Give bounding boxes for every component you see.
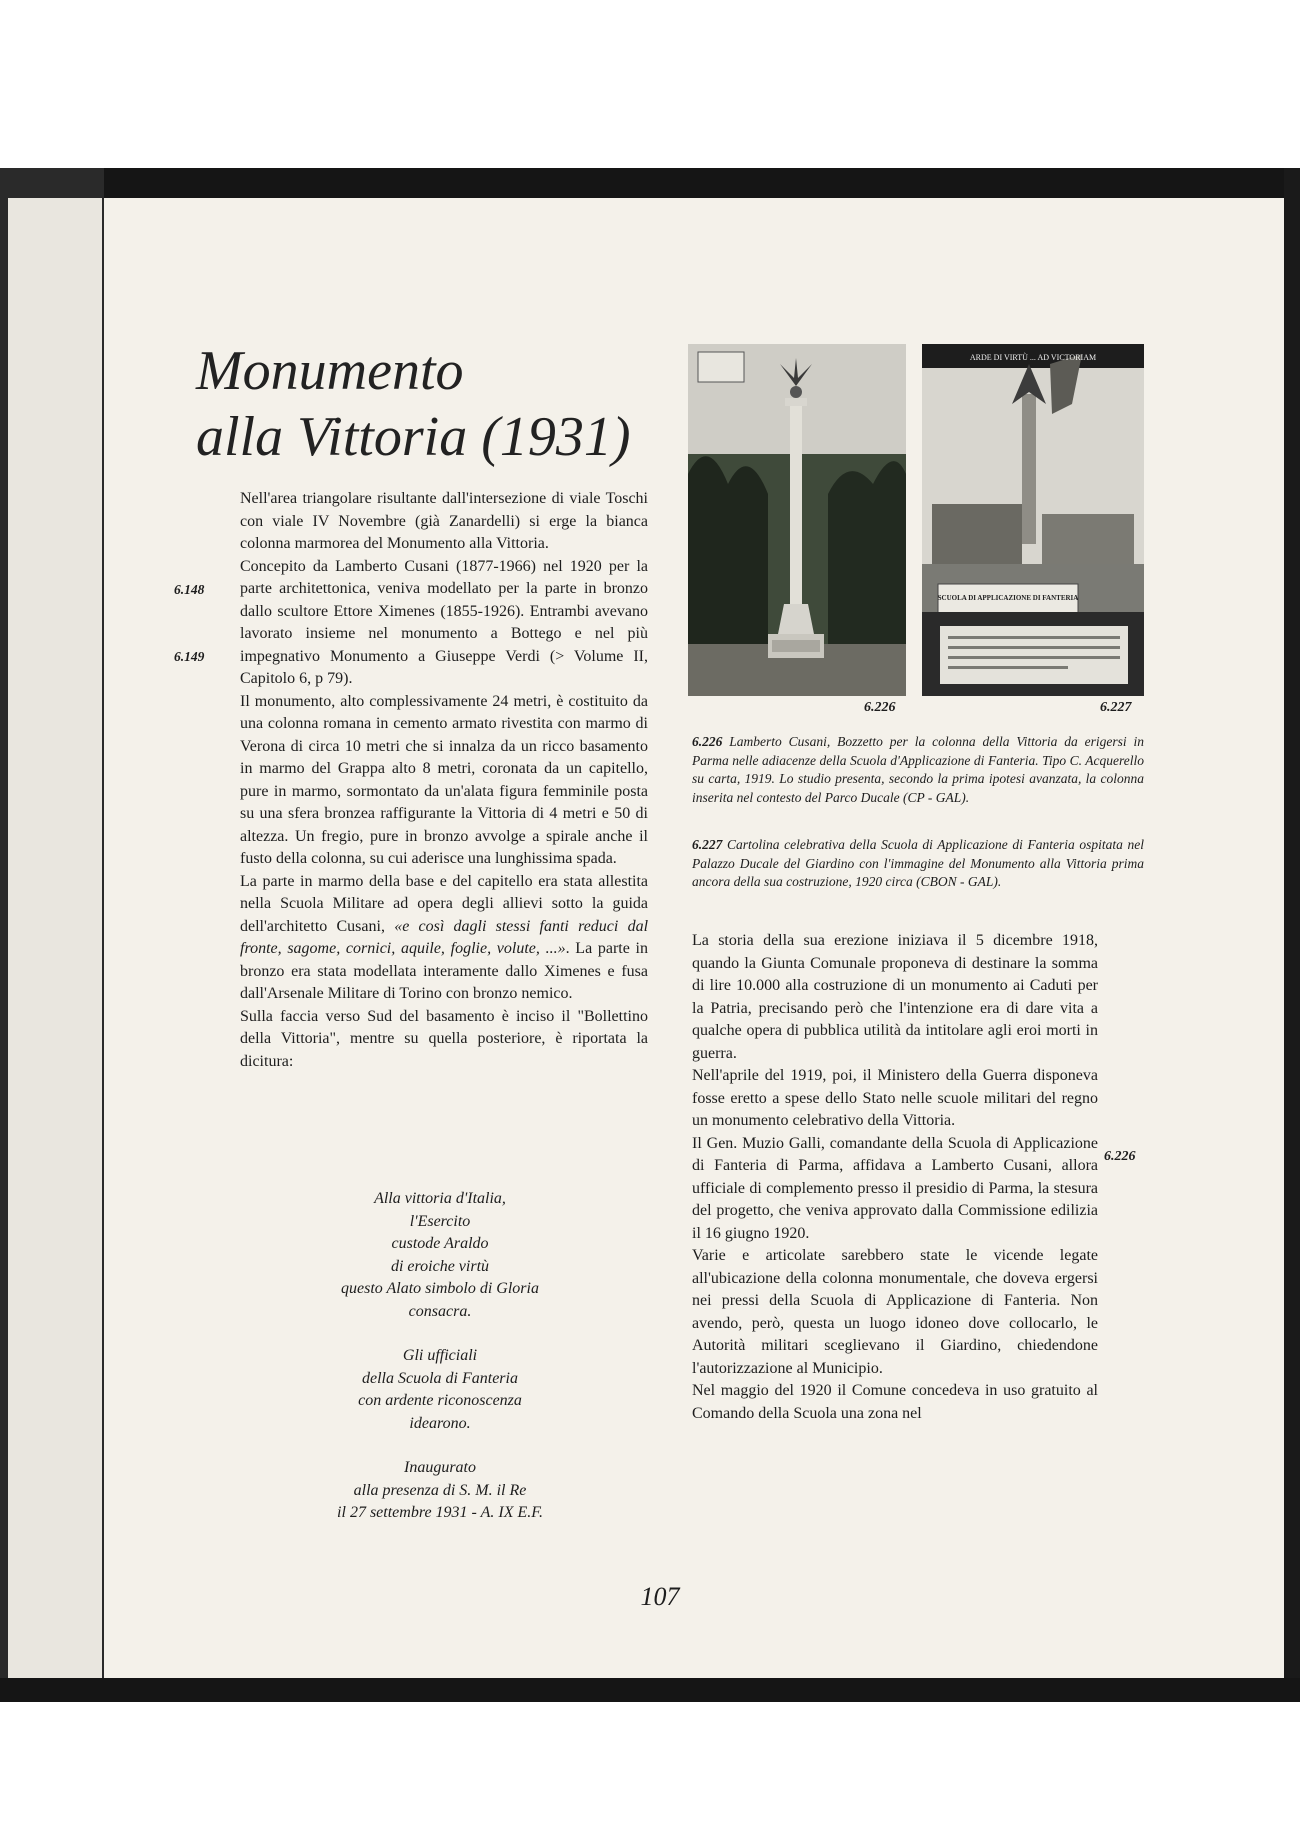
inscription-block [250,1345,630,1435]
paragraph-text: La parte in marmo della base e del capitello era stata allestita nella Scuola Militare ad opera degli allievi sotto la guida dell'architetto Cusani, [240,872,648,935]
inscription-line: custode Araldo [391,1235,489,1252]
margin-figure-ref: 6.149 [174,649,205,664]
paragraph: La storia della sua erezione iniziava il 5 dicembre 1918, quando la Giunta Comunale proponeva di destinare la somma di lire 10.000 alla costruzione di un monumento ai Caduti per la Patria, precisando però che l'intenzione era di dare vita a qualche opera di pubblica utilità da intitolare agli eroi morti in guerra. [692,932,1098,1062]
scan-right-border [1284,168,1300,1702]
paragraph: Nel maggio del 1920 il Comune concedeva in uso gratuito al Comando della Scuola una zona nel [692,1382,1098,1422]
figure-caption [692,836,1144,892]
inscription-line: idearono. [409,1414,471,1432]
inscription-line: con ardente riconoscenza [358,1392,522,1409]
figure-label: 6.227 [1100,700,1132,715]
inscription-line: della Scuola di Fanteria [362,1369,518,1387]
postcard-image [922,344,1144,696]
paragraph: Sulla faccia verso Sud del basamento è inciso il "Bollettino della Vittoria", mentre su quella posteriore, è riportata la dicitura: [240,1007,648,1070]
paragraph: Concepito da Lamberto Cusani (1877-1966) nel 1920 per la parte architettonica, veniva modellato per la parte in bronzo dallo scultore Ettore Ximenes (1855-1926). Entrambi avevano lavorato insieme nel monumento a Bottego e nel più impegnativo Monumento a Giuseppe Verdi (> Volume II, Capitolo 6, p 79). [240,557,648,687]
inscription-block [250,1188,630,1323]
figure-caption [692,733,1144,807]
inscription-line: alla presenza di S. M. il Re [353,1481,527,1499]
paragraph: Il monumento, alto complessivamente 24 metri, è costituito da una colonna romana in cemento armato rivestita con marmo di Verona di circa 10 metri che si innalza da un ricco basamento in marmo del Grappa alto 8 metri, coronata da un capitello, pure in marmo, sormontato da un'alata figura femminile posta su una sfera bronzea raffigurante la Vittoria di 4 metri e 50 di altezza. Un fregio, pure in bronzo avvolge a spirale anche il fusto della colonna, su cui aderisce una lunghissima spada. [240,692,648,867]
inscription-line: consacra. [408,1302,472,1320]
caption-number: 6.226 [692,734,723,749]
right-text-column [692,930,1098,1425]
paragraph: Varie e articolate sarebbero state le vicende legate all'ubicazione della colonna monumentale, che doveva ergersi nei pressi della Scuola di Applicazione di Fanteria. Non avendo, però, questa un luogo idoneo dove collocarlo, le Autorità militari sceglievano il Giardino, chiedendone l'autorizzazione al Municipio. [692,1247,1098,1377]
facing-page-edge [8,198,102,1678]
inscription-line: il 27 settembre 1931 - A. IX E.F. [337,1504,543,1521]
inscription-line: questo Alato simbolo di Gloria [341,1280,539,1297]
caption-text: Cartolina celebrativa della Scuola di Applicazione di Fanteria ospitata nel Palazzo Ducale del Giardino con l'immagine del Monumento alla Vittoria prima ancora della sua costruzione, 1920 circa (CBON - GAL). [692,837,1144,889]
column-sketch-image [688,344,906,696]
paragraph: Nell'aprile del 1919, poi, il Ministero della Guerra disponeva fosse eretto a spese dello Stato nelle scuole militari del regno un monumento celebrativo della Vittoria. [692,1067,1098,1129]
scan-bottom-border [0,1678,1300,1702]
figure-label: 6.226 [864,700,896,715]
postcard-banner-text: ARDE DI VIRTÙ ... AD VICTORIAM [969,353,1097,362]
title-line-2: alla Vittoria (1931) [196,406,631,468]
inscription-block [250,1457,630,1525]
inscription-text [250,1188,630,1547]
paragraph: Nell'area triangolare risultante dall'intersezione di viale Toschi con viale IV Novembre (già Zanardelli) si erge la bianca colonna marmorea del Monumento alla Vittoria. [240,490,648,552]
title-line-1: Monumento [196,340,464,402]
caption-number: 6.227 [692,837,723,852]
page-number: 107 [640,1582,680,1611]
inscription-line: l'Esercito [409,1212,471,1230]
left-text-column [240,488,648,1073]
inscription-line: Inaugurato [404,1459,476,1476]
postcard-sign-text: SCUOLA DI APPLICAZIONE DI FANTERIA [937,594,1079,602]
paragraph-text: . La parte in bronzo era stata modellata interamente dallo Ximenes e fusa dall'Arsenale Militare di Torino con bronzo nemico. [240,940,649,1002]
paragraph: Il Gen. Muzio Galli, comandante della Scuola di Applicazione di Fanteria di Parma, affidava a Lamberto Cusani, allora ufficiale di complemento presso il presidio di Parma, la stesura del progetto, che veniva approvato dalla Commissione edilizia il 16 giugno 1920. [692,1134,1098,1242]
caption-text: Lamberto Cusani, Bozzetto per la colonna della Vittoria da erigersi in Parma nelle adiacenze della Scuola d'Applicazione di Fanteria. Tipo C. Acquerello su carta, 1919. Lo studio presenta, secondo la prima ipotesi avanzata, la colonna inserita nel contesto del Parco Ducale (CP - GAL). [692,734,1144,805]
postcard-illustration [922,344,1144,696]
inscription-line: Gli ufficiali [402,1347,478,1364]
inscription-line: Alla vittoria d'Italia, [374,1190,506,1207]
margin-figure-ref: 6.226 [1104,1149,1136,1164]
margin-figure-ref: 6.148 [174,582,205,597]
paragraph [240,871,648,1006]
scan-top-border [0,168,1300,198]
quote-text: «e così dagli stessi fanti reduci dal fronte, sagome, cornici, aquile, foglie, volute, ...» [240,917,649,957]
inscription-line: di eroiche virtù [390,1257,490,1275]
page-title [196,338,716,470]
watercolor-column-illustration [688,344,906,696]
